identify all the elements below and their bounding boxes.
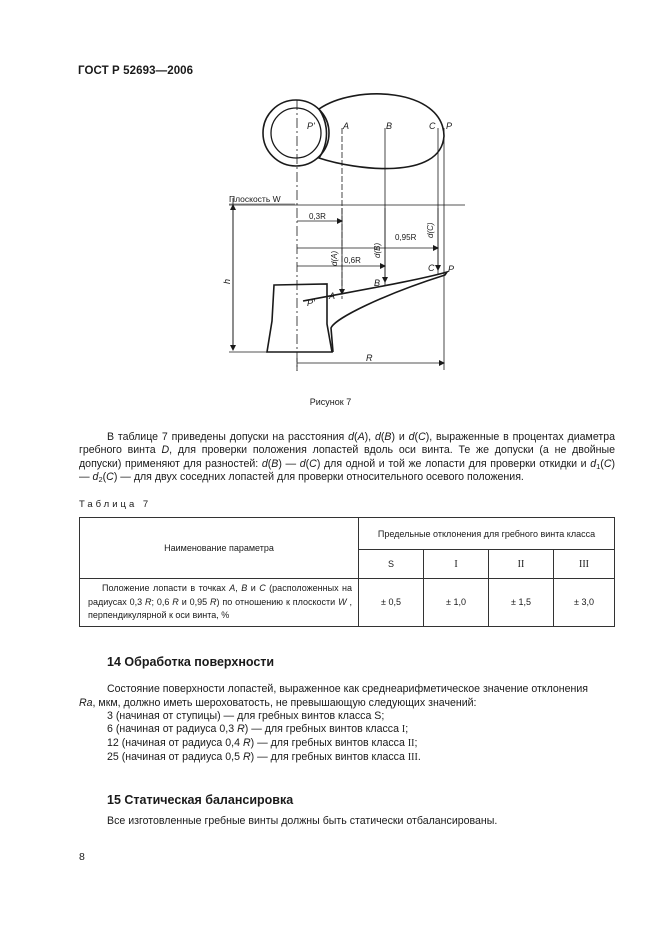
- value-class-i: ± 1,0: [424, 579, 489, 627]
- section-14-title: 14 Обработка поверхности: [107, 655, 275, 669]
- section-14-paragraph-line-2: Ra, мкм, должно иметь шероховатость, не превышающую следующих значений:: [79, 697, 477, 709]
- label-d-b: d(B): [373, 242, 382, 258]
- label-h: h: [222, 278, 232, 284]
- label-d-a: d(A): [330, 250, 339, 266]
- label-d-c: d(C): [426, 222, 435, 238]
- label-0-6r: 0,6R: [344, 256, 361, 265]
- label-r: R: [366, 353, 373, 363]
- value-class-iii: ± 3,0: [554, 579, 615, 627]
- column-header-class-i: I: [424, 550, 489, 579]
- column-header-class-group: Предельные отклонения для гребного винта класса: [359, 518, 615, 550]
- section-15-title: 15 Статическая балансировка: [107, 793, 294, 807]
- label-0-3r: 0,3R: [309, 212, 326, 221]
- propeller-blade-figure: [215, 88, 475, 378]
- value-class-s: ± 0,5: [359, 579, 424, 627]
- label-a-top: A: [343, 121, 350, 131]
- column-header-parameter: Наименование параметра: [80, 518, 359, 579]
- label-p-prime-top: P': [307, 121, 315, 131]
- page-number: 8: [79, 851, 85, 863]
- label-c-top: C: [429, 121, 436, 131]
- label-a-side: A: [329, 291, 336, 301]
- label-0-95r: 0,95R: [395, 233, 417, 242]
- figure-caption: Рисунок 7: [309, 397, 352, 407]
- table-label: Таблица 7: [79, 499, 152, 510]
- tolerance-paragraph: В таблице 7 приведены допуски на расстояния d(A), d(B) и d(C), выраженные в процентах диаметра гребного винта D, для проверки положения лопастей вдоль оси винта. Те же допуски (а не двойные допуски) применяют для разностей: d(B) — d(C) для одной и той же лопасти для проверки откидки и $d_1(C)$ — $d_2(C)$ — для двух соседних лопастей для проверки относительного осевого положения.: [79, 431, 615, 485]
- label-b-side: B: [374, 278, 381, 288]
- label-b-top: B: [386, 121, 393, 131]
- value-class-ii: ± 1,5: [489, 579, 554, 627]
- hub-inner-circle: [271, 108, 321, 158]
- label-plane-w: Плоскость W: [229, 194, 281, 204]
- label-p-top: P: [446, 121, 453, 131]
- label-c-side: C: [428, 263, 435, 273]
- document-code-header: ГОСТ Р 52693—2006: [78, 65, 194, 77]
- section-15-text: Все изготовленные гребные винты должны быть статически отбалансированы.: [107, 815, 498, 827]
- row-parameter-cell: Положение лопасти в точках A, B и C (расположенных на радиусах 0,3 R; 0,6 R и 0,95 R) по отношению к плоскости W , перпендикулярной к оси винта, %: [80, 579, 359, 627]
- roughness-item-class-iii: 25 (начиная от радиуса 0,5 R) — для гребных винтов класса III.: [107, 751, 421, 763]
- roughness-item-class-ii: 12 (начиная от радиуса 0,4 R) — для гребных винтов класса II;: [107, 737, 418, 749]
- section-14-paragraph-line-1: Состояние поверхности лопастей, выраженное как среднеарифметическое значение отклонения: [107, 683, 589, 695]
- label-p-prime-side: P': [307, 298, 315, 308]
- blade-top-outline: [319, 94, 444, 169]
- hub-section-outline: [267, 284, 332, 352]
- roughness-item-class-s: 3 (начиная от ступицы) — для гребных винтов класса S;: [107, 710, 385, 722]
- tolerance-table: [79, 517, 615, 627]
- roughness-item-class-i: 6 (начиная от радиуса 0,3 R) — для гребных винтов класса I;: [107, 723, 409, 735]
- column-header-class-ii: II: [489, 550, 554, 579]
- label-p-side: P: [448, 264, 455, 274]
- table-row: [80, 579, 615, 627]
- column-header-class-s: S: [359, 550, 424, 579]
- column-header-class-iii: III: [554, 550, 615, 579]
